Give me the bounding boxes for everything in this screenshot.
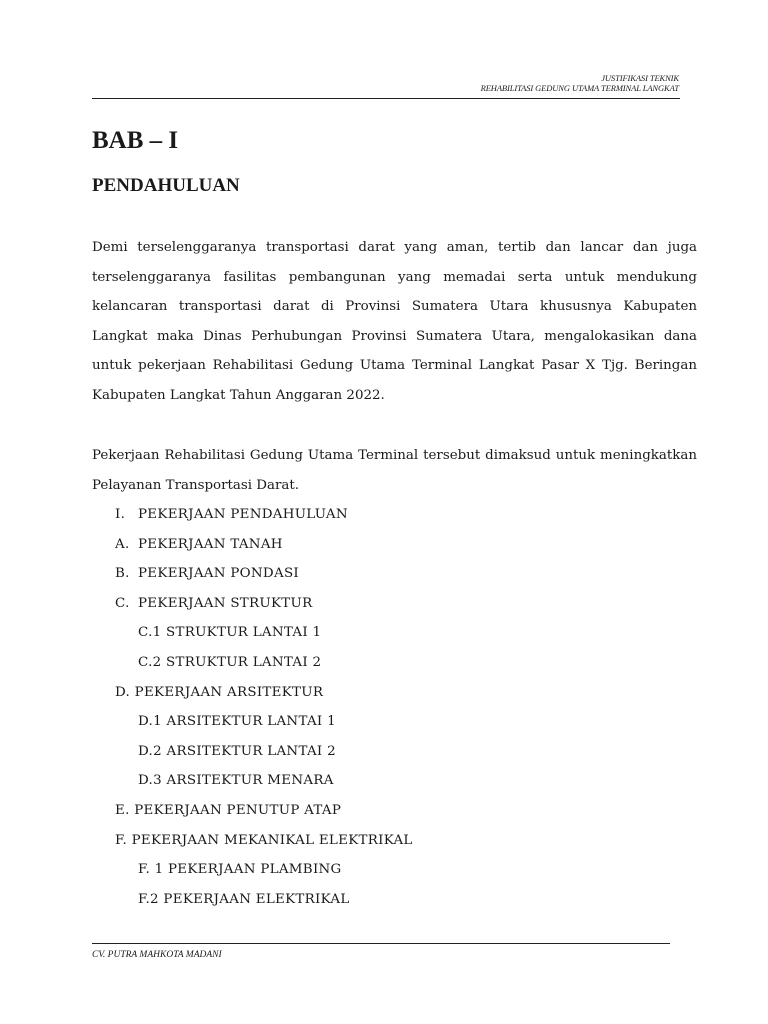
list-subitem: C.1 STRUKTUR LANTAI 1 <box>138 625 322 641</box>
list-item: D. PEKERJAAN ARSITEKTUR <box>115 684 324 700</box>
list-item-marker: B. <box>115 566 130 582</box>
list-item <box>0 559 768 589</box>
list-item-text: PEKERJAAN TANAH <box>138 536 283 552</box>
intro-paragraph: Demi terselenggaranya transportasi darat yang aman, tertib dan lancar dan juga terselenggaranya fasilitas pembangunan yang memadai serta untuk mendukung kelancaran transportasi darat di Provinsi Sumatera Utara khususnya Kabupaten Langkat maka Dinas Perhubungan Provinsi Sumatera Utara, mengalokasikan dana untuk pekerjaan Rehabilitasi Gedung Utama Terminal Langkat Pasar X Tjg. Beringan Kabupaten Langkat Tahun Anggaran 2022. <box>92 240 697 403</box>
purpose-paragraph: Pekerjaan Rehabilitasi Gedung Utama Terminal tersebut dimaksud untuk meningkatkan Pelayanan Transportasi Darat. <box>92 448 697 493</box>
footer-divider <box>92 943 670 944</box>
list-item-marker: I. <box>115 507 126 522</box>
running-header <box>92 73 679 93</box>
list-subitem: D.2 ARSITEKTUR LANTAI 2 <box>138 743 336 759</box>
list-item-text: PEKERJAAN PONDASI <box>138 566 300 582</box>
footer-company: CV. PUTRA MAHKOTA MADANI <box>92 950 222 960</box>
list-item-text: PEKERJAAN PENDAHULUAN <box>138 507 348 522</box>
list-subitem: C.2 STRUKTUR LANTAI 2 <box>138 654 322 670</box>
list-item: F. PEKERJAAN MEKANIKAL ELEKTRIKAL <box>115 832 413 848</box>
list-item-marker: C. <box>115 595 130 611</box>
chapter-number: BAB – I <box>92 127 179 154</box>
list-item <box>0 589 768 619</box>
list-item-text: PEKERJAAN STRUKTUR <box>138 595 313 611</box>
header-divider <box>92 98 680 99</box>
list-item <box>0 500 768 530</box>
list-item <box>0 530 768 560</box>
list-subitem: D.3 ARSITEKTUR MENARA <box>138 773 334 789</box>
header-project-title: REHABILITASI GEDUNG UTAMA TERMINAL LANGKAT <box>480 83 679 93</box>
list-subitem: F.2 PEKERJAAN ELEKTRIKAL <box>138 891 350 907</box>
list-item-marker: A. <box>115 536 130 552</box>
work-items-list <box>0 500 768 914</box>
list-subitem: D.1 ARSITEKTUR LANTAI 1 <box>138 714 336 730</box>
list-subitem: F. 1 PEKERJAAN PLAMBING <box>138 862 342 878</box>
header-doc-type: JUSTIFIKASI TEKNIK <box>601 73 679 83</box>
chapter-title: PENDAHULUAN <box>92 175 240 196</box>
list-item: E. PEKERJAAN PENUTUP ATAP <box>115 802 342 818</box>
